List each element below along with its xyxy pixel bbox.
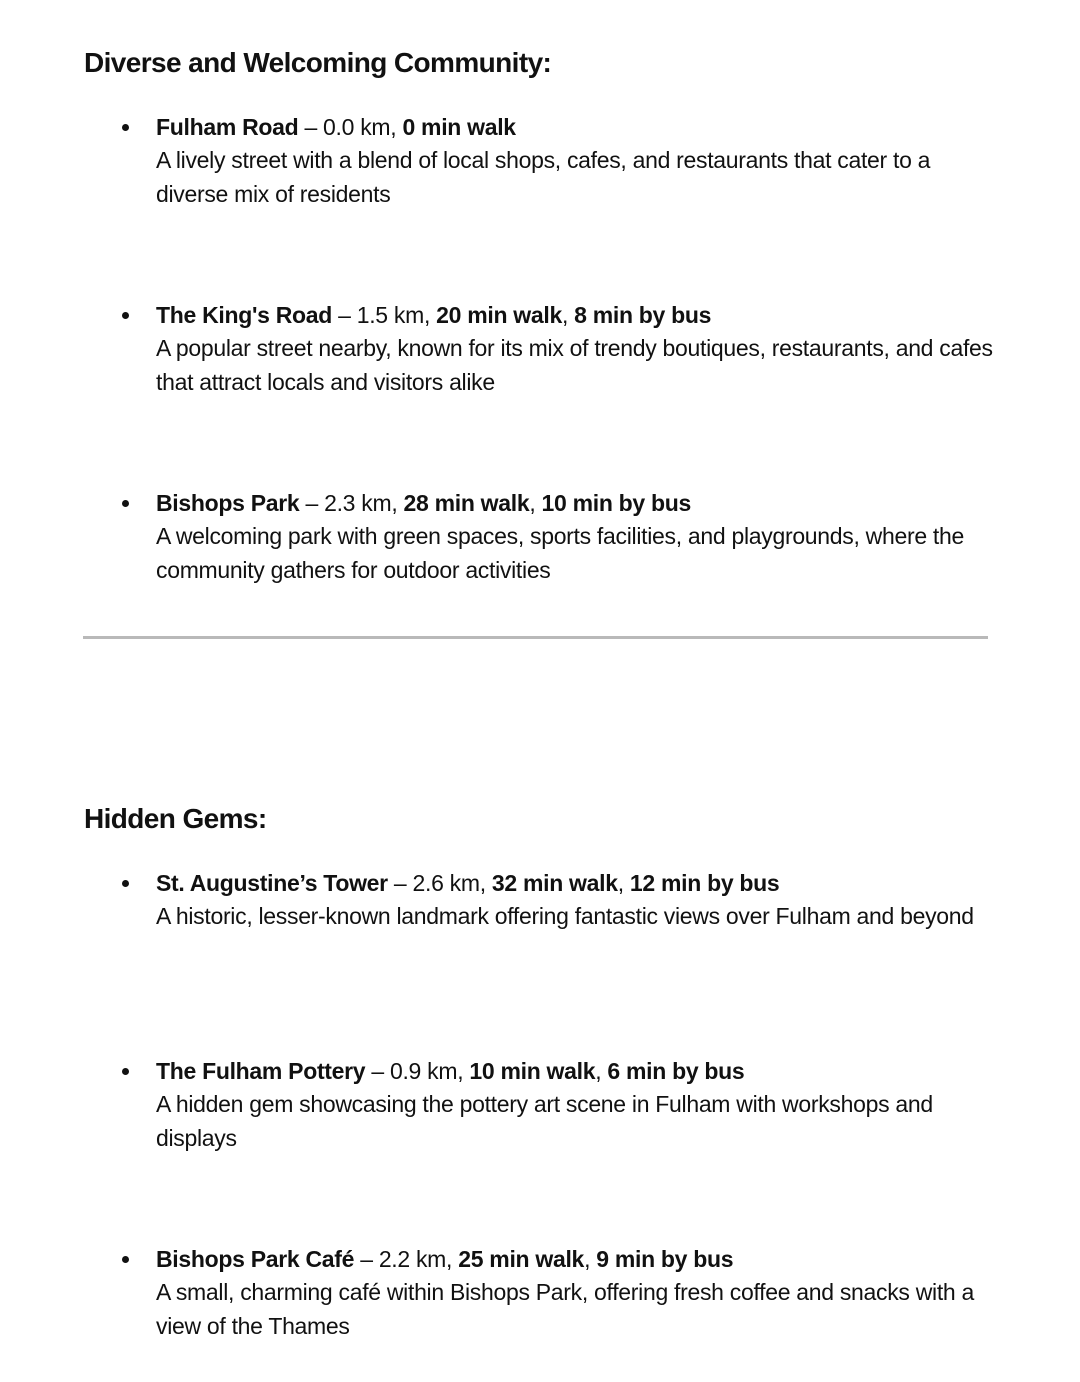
section-title-hidden-gems: Hidden Gems: (84, 803, 267, 834)
list-item (156, 867, 1006, 933)
separator: – (365, 1058, 390, 1084)
bus-time: 8 min by bus (574, 302, 712, 328)
list-item (156, 487, 1006, 587)
place-description: A historic, lesser-known landmark offering fantastic views over Fulham and beyond (156, 903, 974, 929)
distance: 2.6 km (412, 870, 480, 896)
item-heading (156, 299, 1006, 331)
place-description: A lively street with a blend of local shops, cafes, and restaurants that cater to a diverse mix of residents (156, 147, 931, 207)
bus-time: 9 min by bus (596, 1246, 734, 1272)
section-divider (83, 636, 988, 639)
item-heading (156, 1243, 1006, 1275)
distance: 2.2 km (378, 1246, 447, 1272)
comma: , (390, 114, 403, 140)
place-name: Fulham Road (156, 114, 299, 140)
place-description: A small, charming café within Bishops Park, offering fresh coffee and snacks with a view of the Thames (156, 1279, 975, 1339)
separator: – (298, 114, 324, 140)
walk-time: 25 min walk (458, 1246, 585, 1272)
list-item (156, 299, 1006, 399)
separator: – (299, 490, 325, 516)
distance: 2.3 km (324, 490, 392, 516)
separator: – (332, 302, 357, 328)
place-name: Bishops Park Café (156, 1246, 355, 1272)
place-name: Bishops Park (156, 490, 300, 516)
distance: 1.5 km (356, 302, 424, 328)
walk-time: 32 min walk (491, 870, 618, 896)
item-heading (156, 867, 1006, 899)
place-name: The Fulham Pottery (156, 1058, 366, 1084)
separator: – (387, 870, 413, 896)
walk-time: 20 min walk (436, 302, 562, 328)
distance: 0.9 km (389, 1058, 458, 1084)
comma: , (584, 1246, 597, 1272)
comma: , (423, 302, 437, 328)
separator: – (354, 1246, 379, 1272)
bus-time: 10 min by bus (541, 490, 691, 516)
list-item (156, 111, 1006, 211)
comma: , (529, 490, 542, 516)
place-description: A welcoming park with green spaces, sports facilities, and playgrounds, where the community gathers for outdoor activities (156, 523, 964, 583)
comma: , (479, 870, 492, 896)
distance: 0.0 km (323, 114, 391, 140)
walk-time: 28 min walk (403, 490, 530, 516)
comma: , (446, 1246, 459, 1272)
place-description: A popular street nearby, known for its mix of trendy boutiques, restaurants, and cafes that attract locals and visitors alike (156, 335, 993, 395)
item-heading (156, 1055, 1006, 1087)
place-name: The King's Road (156, 302, 333, 328)
item-heading (156, 487, 1006, 519)
place-name: St. Augustine’s Tower (156, 870, 388, 896)
list-item (156, 1055, 1006, 1155)
comma: , (457, 1058, 470, 1084)
walk-time: 0 min walk (402, 114, 516, 140)
section-title-community: Diverse and Welcoming Community: (84, 47, 552, 78)
comma: , (561, 302, 575, 328)
bus-time: 6 min by bus (607, 1058, 745, 1084)
comma: , (391, 490, 404, 516)
comma: , (595, 1058, 608, 1084)
list-item (156, 1243, 1006, 1343)
place-description: A hidden gem showcasing the pottery art scene in Fulham with workshops and displays (156, 1091, 933, 1151)
bus-time: 12 min by bus (629, 870, 780, 896)
item-heading (156, 111, 1006, 143)
walk-time: 10 min walk (469, 1058, 596, 1084)
comma: , (617, 870, 630, 896)
